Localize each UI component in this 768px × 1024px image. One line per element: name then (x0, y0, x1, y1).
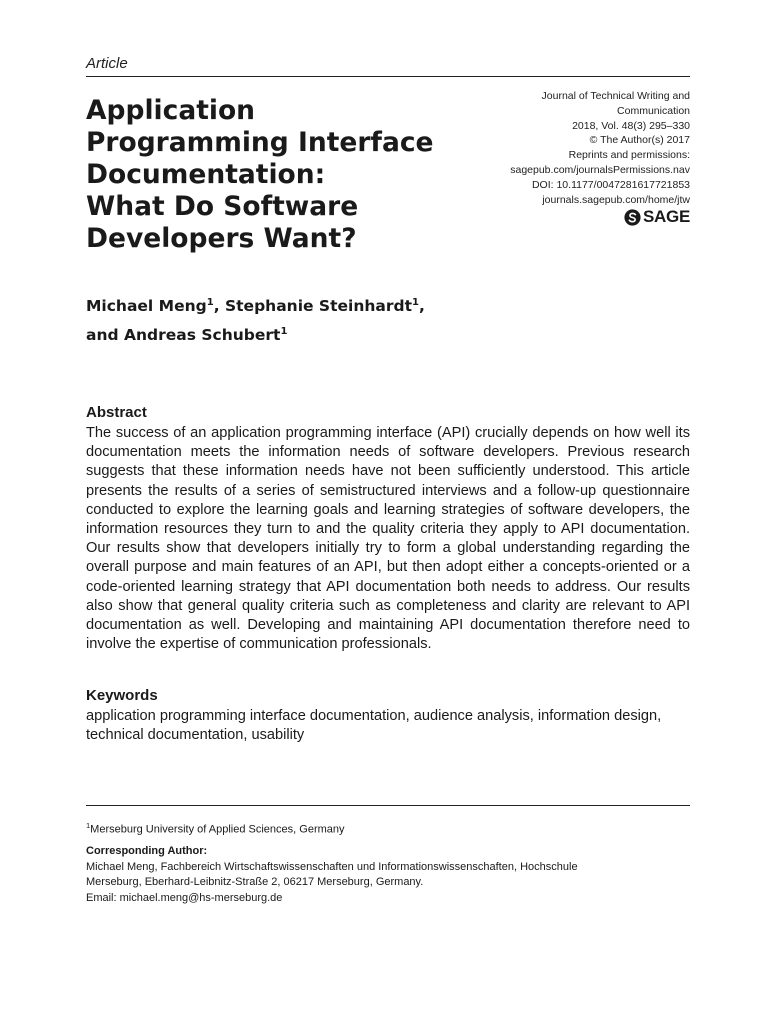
article-type-label: Article (86, 55, 128, 72)
journal-name-line: Communication (617, 104, 690, 117)
author-separator: , (418, 297, 425, 316)
corresponding-email[interactable]: Email: michael.meng@hs-merseburg.de (86, 891, 283, 904)
abstract-text: The success of an application programming interface (API) crucially depends on how well its documentation meets the information needs of software developers. Previous research suggests that these information needs have not been sufficiently understood. This article presents the results of a series of semistructured interviews and a follow-up questionnaire conducted to explore the learning goals and learning strategies of software developers, the information resources they turn to and the quality criteria they apply to API documentation. Our results show that developers initially try to form a global understanding regarding the overall purpose and main features of an API, but then adopt either a concepts-oriented or a code-oriented learning strategy that API documentation both needs to address. Our results also show that general quality criteria such as completeness and clarity are relevant to API documentation as well. Developing and maintaining API documentation therefore need to involve the expertise of communication professionals. (86, 425, 690, 653)
corresponding-address-line: Michael Meng, Fachbereich Wirtschaftswissenschaften und Informationswissenschaften, Hochschule (86, 860, 578, 873)
affiliation-marker: 1 (206, 297, 214, 308)
author-connector: and (86, 326, 119, 345)
author-list (86, 290, 586, 348)
affiliation-marker: 1 (280, 326, 288, 338)
affiliation-marker: 1 (86, 821, 91, 830)
title-line: Documentation: (86, 159, 326, 190)
author-name: Michael Meng (86, 297, 207, 316)
journal-volume: 2018, Vol. 48(3) 295–330 (572, 119, 690, 132)
footnote-divider (86, 805, 690, 806)
corresponding-address-line: Merseburg, Eberhard-Leibnitz-Straße 2, 06217 Merseburg, Germany. (86, 876, 424, 889)
doi-link[interactable]: DOI: 10.1177/0047281617721853 (531, 178, 690, 191)
header-divider (86, 76, 690, 77)
author-name: Andreas Schubert (124, 326, 281, 345)
article-title (86, 95, 466, 255)
reprints-label: Reprints and permissions: (568, 149, 690, 162)
permissions-link[interactable]: sagepub.com/journalsPermissions.nav (510, 163, 690, 176)
sage-logo (624, 207, 690, 227)
sage-wordmark: SAGE (643, 207, 690, 226)
journal-name-line: Journal of Technical Writing and (541, 90, 690, 102)
journal-info-block (440, 89, 690, 207)
title-line: Application (86, 95, 256, 126)
title-line: Programming Interface (86, 127, 434, 158)
title-line: What Do Software (86, 191, 359, 222)
journal-homepage-link[interactable]: journals.sagepub.com/home/jtw (542, 193, 690, 206)
author-name: Stephanie Steinhardt (224, 297, 412, 316)
footnotes (86, 818, 690, 906)
affiliation-marker: 1 (412, 297, 419, 308)
title-line: Developers Want? (86, 223, 357, 254)
abstract-heading: Abstract (86, 404, 147, 421)
affiliation-footnote (86, 818, 690, 838)
keywords-heading: Keywords (86, 687, 158, 704)
sage-s-icon (624, 209, 641, 226)
corresponding-author-heading: Corresponding Author: (86, 845, 208, 858)
copyright-notice: © The Author(s) 2017 (589, 134, 690, 147)
affiliation-text: Merseburg University of Applied Sciences, Germany (90, 823, 345, 836)
author-separator: , (213, 297, 220, 316)
keywords-text: application programming interface documentation, audience analysis, information design, technical documentation, usability (86, 708, 662, 744)
